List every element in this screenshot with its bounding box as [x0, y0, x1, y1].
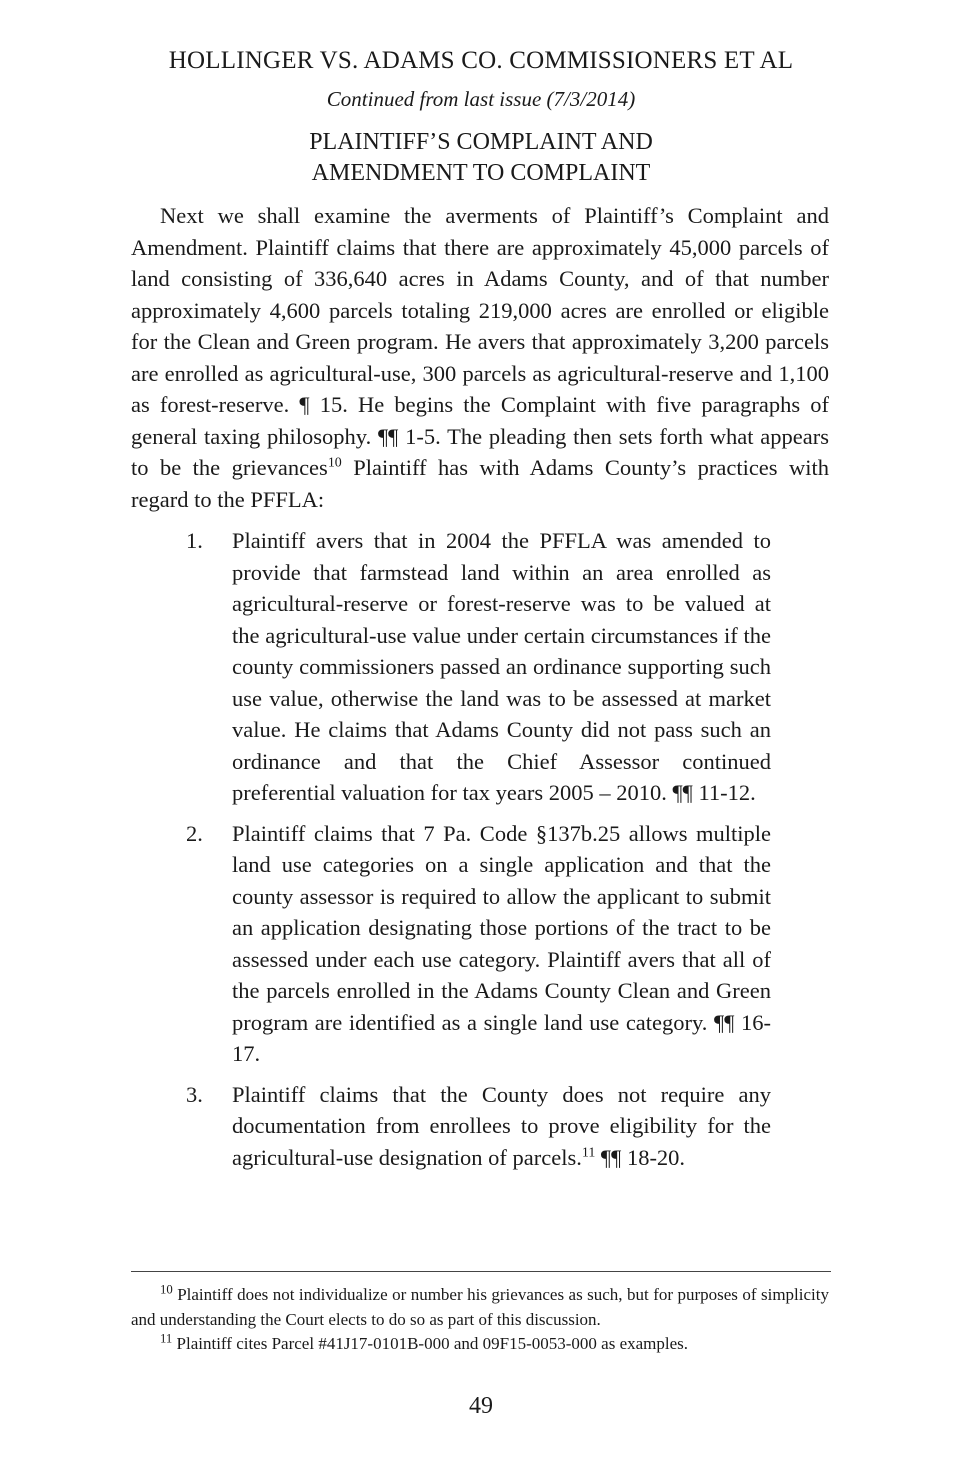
- continued-note: Continued from last issue (7/3/2014): [326, 87, 636, 111]
- list-item-text: Plaintiff claims that 7 Pa. Code §137b.25 allows multiple land use categories on a single application and that the county assessor is required to allow the applicant to submit an application designating those portions of the tract to be assessed under each use category. Plaintiff avers that all of the parcels enrolled in the Adams County Clean and Green program are identified as a single land use category. ¶¶ 16-17.: [232, 820, 771, 1066]
- list-item-text: Plaintiff avers that in 2004 the PFFLA was amended to provide that farmstead land within an area enrolled as agricultural-reserve or forest-reserve was to be valued at the agricultural-use value under certain circumstances if the county commissioners passed an ordinance supporting such use value, otherwise the land was to be assessed at market value. He claims that Adams County did not pass such an ordinance and that the Chief Assessor continued preferential valuation for tax years 2005 – 2010. ¶¶ 11-12.: [232, 528, 771, 805]
- footnote-text: Plaintiff cites Parcel #41J17-0101B-000 and 09F15-0053-000 as examples.: [172, 1334, 689, 1353]
- footnote-text: Plaintiff does not individualize or number his grievances as such, but for purposes of simplicity and understanding the Court elects to do so as part of this discussion.: [131, 1285, 829, 1329]
- list-item: [186, 1079, 771, 1174]
- section-title-line-2: AMENDMENT TO COMPLAINT: [311, 160, 651, 186]
- paragraph-text: Next we shall examine the averments of Plaintiff’s Complaint and Amendment. Plaintiff claims that there are approximately 45,000 parcels of land consisting of 336,640 acres in Adams County, and of that number approximately 4,600 parcels totaling 219,000 acres are enrolled or eligible for the Clean and Green program. He avers that approximately 3,200 parcels are enrolled as agricultural-use, 300 parcels as agricultural-reserve and 1,100 as forest-reserve. ¶ 15. He begins the Complaint with five paragraphs of general taxing philosophy. ¶¶ 1-5. The pleading then sets forth what appears to be the grievances: [131, 203, 829, 480]
- list-item: [186, 818, 771, 1070]
- list-item: [186, 525, 771, 809]
- list-number: 1.: [186, 528, 203, 553]
- body-paragraph: [131, 200, 829, 515]
- footnote-divider: [131, 1271, 831, 1272]
- footnote-10: [131, 1283, 829, 1332]
- paragraph-tail: Plaintiff has with Adams County’s practices with regard to the PFFLA:: [131, 455, 830, 512]
- list-number: 3.: [186, 1081, 203, 1107]
- list-item-text: Plaintiff claims that the County does not require any documentation from enrollees to prove eligibility for the agricultural-use designation of parcels.: [232, 1081, 771, 1170]
- grievance-list: [186, 525, 771, 1182]
- section-title-line-1: PLAINTIFF’S COMPLAINT AND: [309, 129, 653, 155]
- footnote-ref-11[interactable]: 11: [581, 1145, 596, 1160]
- section-title: [131, 127, 831, 189]
- list-number: 2.: [186, 820, 203, 846]
- page-number: 49: [469, 1393, 493, 1419]
- footnote-11: [131, 1332, 829, 1357]
- footnote-ref-10[interactable]: 10: [327, 455, 342, 471]
- footnotes: [131, 1283, 829, 1357]
- list-item-tail: ¶¶ 18-20.: [595, 1144, 686, 1170]
- footnote-marker: 10: [160, 1282, 173, 1297]
- footnote-marker: 11: [160, 1331, 173, 1346]
- running-head: HOLLINGER VS. ADAMS CO. COMMISSIONERS ET AL: [168, 47, 794, 74]
